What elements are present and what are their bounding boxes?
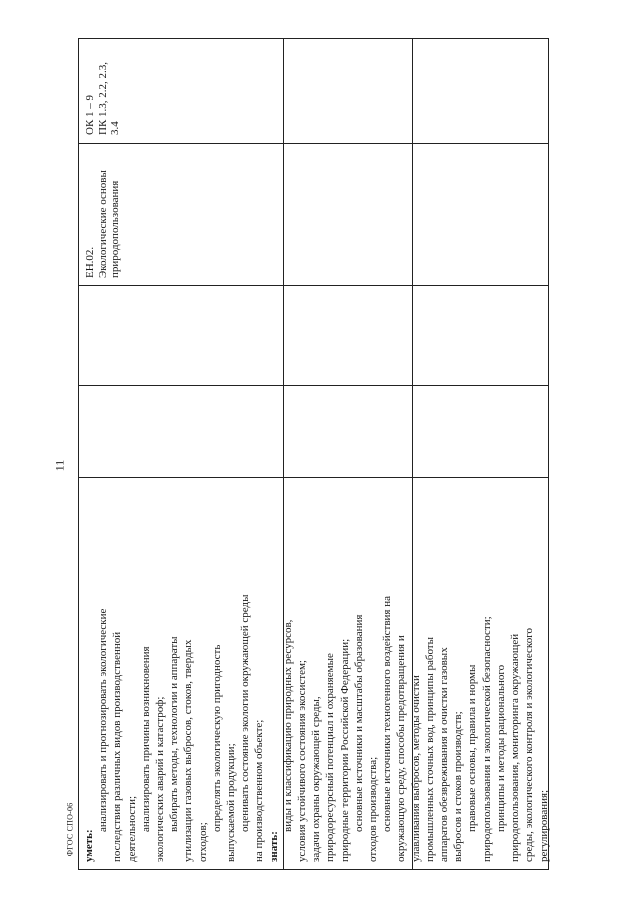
skills-line: выбирать методы, технологии и аппараты xyxy=(168,636,181,832)
skills-line: задачи охраны окружающей среды, xyxy=(310,696,323,862)
discipline-title: Экологические основы природопользования xyxy=(96,170,121,278)
skills-line: последствия различных видов производственной xyxy=(111,631,124,862)
section-heading: знать: xyxy=(267,831,280,862)
competencies-cell xyxy=(82,43,214,139)
skills-line: среды, экологического контроля и экологического xyxy=(523,628,536,862)
skills-line: определять экологическую пригодность xyxy=(210,644,223,832)
skills-line: выбросов и стоков производств; xyxy=(452,711,465,862)
skills-line: экологических аварий и катастроф; xyxy=(154,696,167,862)
skills-line: выпускаемой продукции; xyxy=(225,743,238,862)
skills-line: отходов производства; xyxy=(367,756,380,862)
curriculum-table xyxy=(78,38,549,870)
page-number: 11 xyxy=(52,459,67,472)
skills-line: деятельности; xyxy=(125,795,138,862)
discipline-cell xyxy=(82,143,282,282)
table-divider xyxy=(79,285,548,286)
skills-line: промышленных сточных вод, принципы работы xyxy=(423,637,436,862)
section-heading: уметь: xyxy=(83,829,95,862)
skills-line: природоресурсный потенциал и охраняемые xyxy=(324,653,337,862)
skills-line: природопользования и экологической безопасности; xyxy=(480,616,493,862)
skills-knowledge-cell xyxy=(81,480,550,866)
skills-line: правовые основы, правила и нормы xyxy=(466,664,479,832)
skills-line: на производственном объекте; xyxy=(253,719,266,862)
skills-line: утилизации газовых выбросов, стоков, твердых xyxy=(182,639,195,862)
skills-line: улавливания выбросов, методы очистки xyxy=(409,675,422,862)
skills-line: виды и классификацию природных ресурсов, xyxy=(281,619,294,832)
skills-line: регулирования; xyxy=(537,789,550,862)
table-divider xyxy=(79,477,548,478)
skills-line: основные источники техногенного воздействия на xyxy=(381,595,394,832)
skills-line: природные территории Российской Федерации; xyxy=(338,638,351,862)
skills-line: анализировать причины возникновения xyxy=(139,646,152,832)
competencies-line: ПК 1.3, 2.2, 2.3, xyxy=(96,61,109,135)
skills-line: аппаратов обезвреживания и очистки газовых xyxy=(438,647,451,862)
competencies-line: ОК 1 – 9 xyxy=(84,94,96,135)
skills-line: условия устойчивого состояния экосистем; xyxy=(296,660,309,862)
skills-line: оценивать состояние экологии окружающей среды xyxy=(239,594,252,832)
footer-code: ФГОС СПО-06 xyxy=(65,802,75,857)
skills-line: отходов; xyxy=(196,822,209,862)
skills-line: природопользования, мониторинга окружающей xyxy=(509,633,522,862)
skills-line: окружающую среду, способы предотвращения и xyxy=(395,635,408,862)
competencies-line: 3.4 xyxy=(109,121,121,135)
table-divider xyxy=(79,385,548,386)
discipline-code: ЕН.02. xyxy=(84,246,96,278)
skills-line: основные источники и масштабы образования xyxy=(352,614,365,832)
skills-line: анализировать и прогнозировать экологические xyxy=(97,608,110,832)
skills-line: принципы и методы рационального xyxy=(494,664,507,832)
